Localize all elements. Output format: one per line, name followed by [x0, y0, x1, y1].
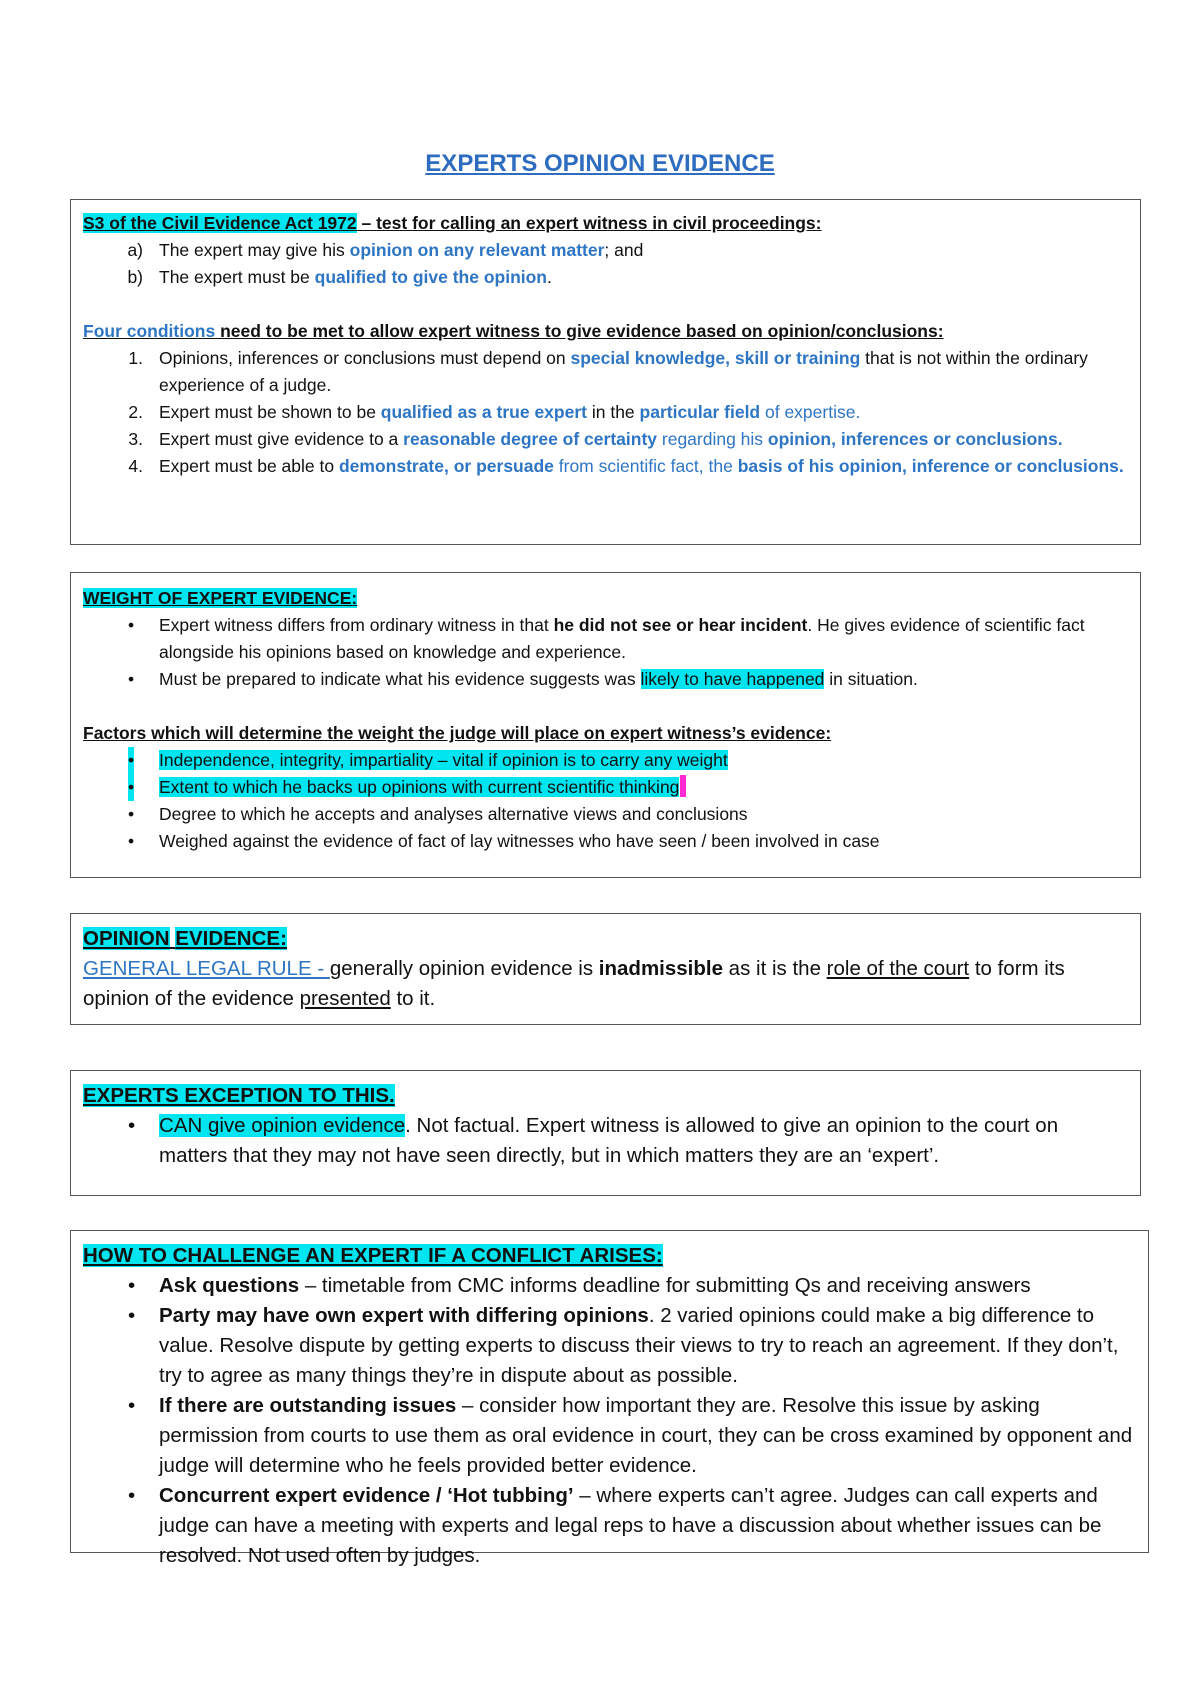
- opinion-section: [70, 913, 1141, 1025]
- challenge-heading: HOW TO CHALLENGE AN EXPERT IF A CONFLICT ARISES:: [83, 1244, 663, 1267]
- list-item: • Extent to which he backs up opinions with current scientific thinking: [83, 774, 1128, 801]
- list-item: • If there are outstanding issues – consider how important they are. Resolve this issue by asking permission from courts to use them as oral evidence in court, they can be cross examined by opponent and judge will determine who he feels provided better evidence.: [128, 1394, 1133, 1477]
- list-item: a) The expert may give his opinion on any relevant matter; and: [127, 240, 644, 260]
- list-item: • Party may have own expert with differing opinions. 2 varied opinions could make a big difference to value. Resolve dispute by getting experts to discuss their views to try to reach an agreement. If they don’t, try to agree as many things they’re in dispute about as possible.: [128, 1304, 1119, 1387]
- challenge-section: [70, 1230, 1149, 1567]
- list-item: 2. Expert must be shown to be qualified as a true expert in the particular field of expertise.: [128, 402, 861, 422]
- list-item: • Independence, integrity, impartiality – vital if opinion is to carry any weight: [83, 747, 1128, 774]
- cursor-mark: [680, 775, 686, 797]
- weight-section: [70, 572, 1141, 878]
- list-item: • Degree to which he accepts and analyses alternative views and conclusions: [128, 804, 748, 824]
- s3-section: [70, 199, 1141, 545]
- list-item: • Must be prepared to indicate what his evidence suggests was likely to have happened in situation.: [128, 669, 918, 689]
- opinion-heading: OPINION EVIDENCE:: [83, 927, 287, 950]
- list-item: 1. Opinions, inferences or conclusions must depend on special knowledge, skill or training that is not within the ordinary experience of a judge.: [128, 348, 1088, 395]
- list-item: b) The expert must be qualified to give the opinion.: [127, 267, 552, 287]
- exception-heading: EXPERTS EXCEPTION TO THIS.: [83, 1084, 395, 1107]
- list-item: • Weighed against the evidence of fact of lay witnesses who have seen / been involved in case: [128, 831, 880, 851]
- list-item: • Expert witness differs from ordinary witness in that he did not see or hear incident. He gives evidence of scientific fact alongside his opinions based on knowledge and experience.: [128, 615, 1085, 662]
- s3-heading: S3 of the Civil Evidence Act 1972 – test for calling an expert witness in civil proceedings:: [83, 213, 822, 233]
- page-title: EXPERTS OPINION EVIDENCE: [425, 150, 775, 177]
- s3-act-name: S3 of the Civil Evidence Act 1972: [83, 213, 357, 233]
- factors-heading: Factors which will determine the weight the judge will place on expert witness’s evidence:: [83, 723, 832, 743]
- list-item: • Ask questions – timetable from CMC informs deadline for submitting Qs and receiving answers: [128, 1274, 1031, 1297]
- weight-heading: WEIGHT OF EXPERT EVIDENCE:: [83, 588, 358, 608]
- list-item: 4. Expert must be able to demonstrate, or persuade from scientific fact, the basis of his opinion, inference or conclusions.: [128, 456, 1124, 476]
- list-item: 3. Expert must give evidence to a reasonable degree of certainty regarding his opinion, inferences or conclusions.: [128, 429, 1063, 449]
- opinion-body: GENERAL LEGAL RULE - generally opinion evidence is inadmissible as it is the role of the court to form its opinion of the evidence presented to it.: [83, 957, 1065, 1010]
- list-item: • CAN give opinion evidence. Not factual. Expert witness is allowed to give an opinion to the court on matters that they may not have seen directly, but in which matters they are an ‘expert’.: [128, 1114, 1059, 1167]
- exception-section: [70, 1070, 1141, 1196]
- conditions-heading: Four conditions need to be met to allow expert witness to give evidence based on opinion/conclusions:: [83, 321, 944, 341]
- list-item: • Concurrent expert evidence / ‘Hot tubbing’ – where experts can’t agree. Judges can call experts and judge can have a meeting with experts and legal reps to have a discussion about whether issues can be resolved. Not used often by judges.: [128, 1484, 1102, 1567]
